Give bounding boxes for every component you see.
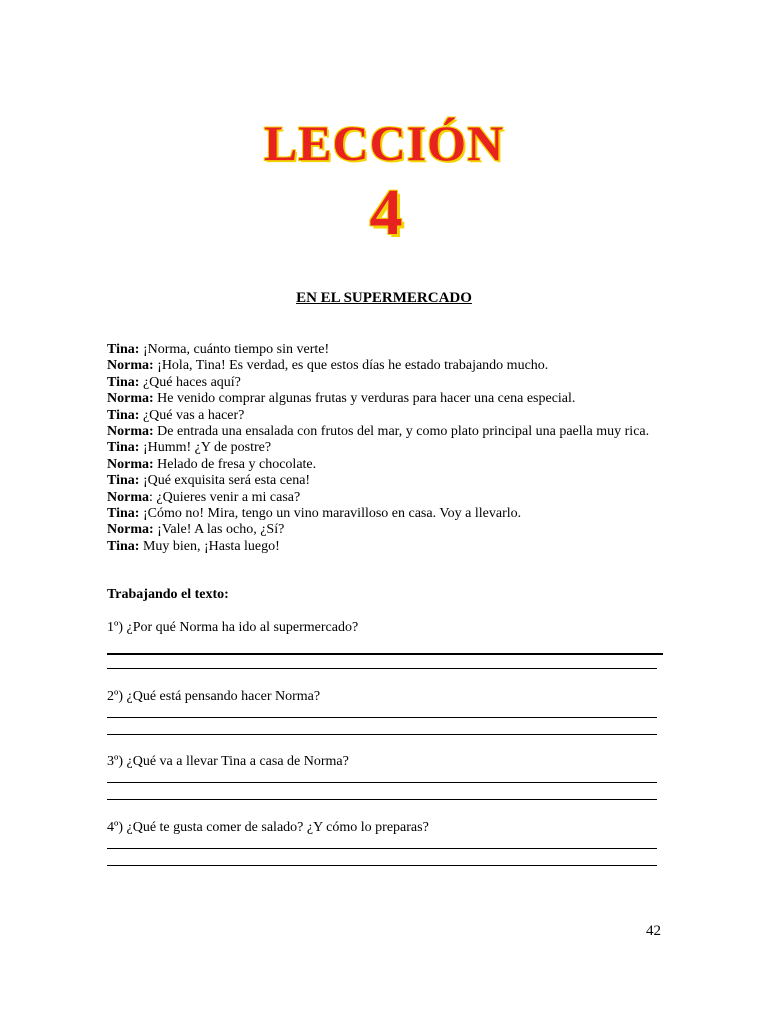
page-number: 42 xyxy=(646,923,661,939)
dialogue-text: : ¿Quieres venir a mi casa? xyxy=(149,489,301,505)
dialogue-text: ¡Hola, Tina! Es verdad, es que estos días he estado trabajando mucho. xyxy=(153,358,549,374)
answer-line xyxy=(107,668,657,669)
answer-line xyxy=(107,734,657,735)
answer-line xyxy=(107,799,657,800)
answer-line xyxy=(107,717,657,718)
speaker-name: Norma: xyxy=(107,358,154,374)
dialogue-line xyxy=(107,490,662,506)
dialogue-text: De entrada una ensalada con frutos del mar, y como plato principal una paella muy rica. xyxy=(153,424,650,440)
dialogue-line xyxy=(107,342,662,358)
answer-line xyxy=(107,653,663,655)
section-title: EN EL SUPERMERCADO xyxy=(296,290,472,306)
lesson-title: LECCIÓN xyxy=(263,115,505,171)
dialogue-text: Muy bien, ¡Hasta luego! xyxy=(139,538,280,554)
question-3: 3º) ¿Qué va a llevar Tina a casa de Norma? xyxy=(107,754,349,769)
dialogue-line xyxy=(107,457,662,473)
answer-line xyxy=(107,848,657,849)
question-4: 4º) ¿Qué te gusta comer de salado? ¿Y cómo lo preparas? xyxy=(107,820,429,835)
speaker-name: Tina: xyxy=(107,473,140,489)
lesson-number: 4 xyxy=(369,176,403,249)
speaker-name: Norma: xyxy=(107,424,154,440)
speaker-name: Tina: xyxy=(107,440,140,456)
dialogue-text: ¡Humm! ¿Y de postre? xyxy=(139,440,272,456)
speaker-name: Tina: xyxy=(107,342,140,357)
dialogue-line xyxy=(107,522,662,538)
dialogue xyxy=(107,342,662,555)
dialogue-line xyxy=(107,473,662,489)
dialogue-text: ¡Cómo no! Mira, tengo un vino maravilloso en casa. Voy a llevarlo. xyxy=(139,506,522,522)
speaker-name: Tina: xyxy=(107,538,140,554)
dialogue-line xyxy=(107,358,662,374)
question-1: 1º) ¿Por qué Norma ha ido al supermercado? xyxy=(107,620,359,635)
dialogue-text: ¡Norma, cuánto tiempo sin verte! xyxy=(139,342,330,357)
answer-line xyxy=(107,865,657,866)
dialogue-text: ¡Qué exquisita será esta cena! xyxy=(139,473,311,489)
dialogue-text: Helado de fresa y chocolate. xyxy=(153,456,317,472)
dialogue-line xyxy=(107,424,662,440)
dialogue-text: ¿Qué vas a hacer? xyxy=(139,407,245,423)
dialogue-line xyxy=(107,391,662,407)
dialogue-line xyxy=(107,440,662,456)
dialogue-text: ¡Vale! A las ocho, ¿Sí? xyxy=(153,522,285,538)
question-2: 2º) ¿Qué está pensando hacer Norma? xyxy=(107,689,321,704)
speaker-name: Norma: xyxy=(107,391,154,407)
dialogue-line xyxy=(107,375,662,391)
speaker-name: Tina: xyxy=(107,407,140,423)
answer-line xyxy=(107,782,657,783)
speaker-name: Norma: xyxy=(107,522,154,538)
speaker-name: Norma: xyxy=(107,456,154,472)
exercise-title: Trabajando el texto: xyxy=(107,587,229,602)
dialogue-text: He venido comprar algunas frutas y verduras para hacer una cena especial. xyxy=(153,391,576,407)
dialogue-text: ¿Qué haces aquí? xyxy=(139,374,241,390)
dialogue-line xyxy=(107,506,662,522)
dialogue-line xyxy=(107,408,662,424)
speaker-name: Norma xyxy=(107,489,149,505)
speaker-name: Tina: xyxy=(107,374,140,390)
dialogue-line xyxy=(107,539,662,555)
speaker-name: Tina: xyxy=(107,506,140,522)
